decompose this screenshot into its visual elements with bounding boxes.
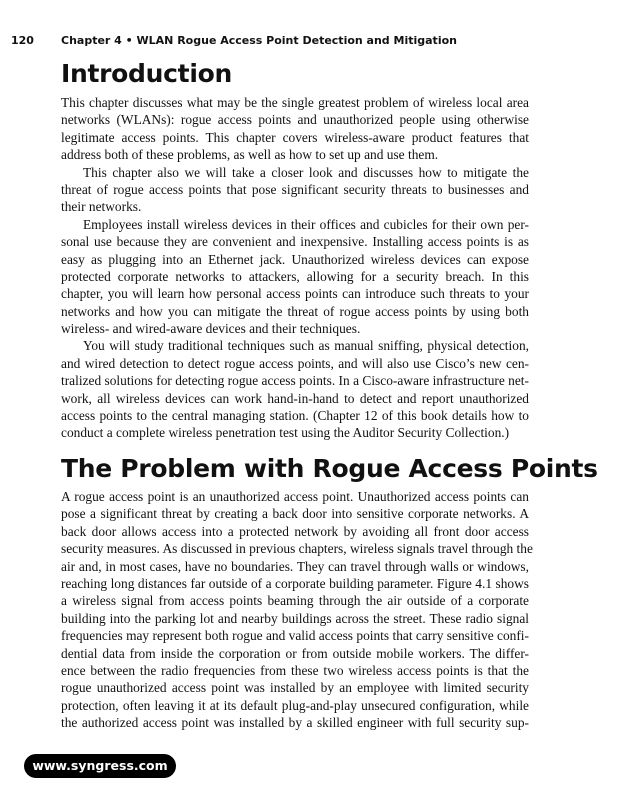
text-line: networks and how you can mitigate the threat of rogue access points by using both — [61, 303, 529, 319]
heading-problem-rogue-aps: The Problem with Rogue Access Points — [61, 454, 598, 483]
text-line: conduct a complete wireless penetration test using the Auditor Security Collection.) — [61, 425, 510, 441]
problem-body — [61, 488, 533, 731]
text-line: sonal use because they are convenient and inexpensive. Installing access points is as — [61, 234, 529, 250]
text-line: building into the parking lot and nearby buildings across the street. These radio signal — [61, 610, 529, 626]
text-line: frequencies may represent both rogue and valid access points that carry sensitive confi- — [61, 628, 529, 644]
text-line: address both of these problems, as well as how to set up and use them. — [61, 147, 439, 163]
text-line: threat of rogue access points that pose significant security threats to businesses and — [61, 181, 529, 197]
text-line: ence between the radio frequencies from these two wireless access points is that the — [61, 662, 529, 678]
text-line: chapter, you will learn how personal access points can introduce such threats to your — [61, 286, 529, 302]
text-line: This chapter discusses what may be the single greatest problem of wireless local area — [61, 95, 529, 110]
text-line: reaching long distances far outside of a corporate building parameter. Figure 4.1 shows — [61, 575, 529, 591]
introduction-body — [61, 94, 529, 442]
text-line: work, all wireless devices can work hand-in-hand to detect and report unauthorized — [61, 390, 529, 406]
page-number: 120 — [11, 34, 34, 47]
text-line: access points to the central managing station. (Chapter 12 of this book details how to — [61, 408, 529, 424]
text-line: the authorized access point was installed by a skilled engineer with full security sup- — [61, 715, 529, 731]
text-line: protection, often leaving it at its default plug-and-play unsecured configuration, while — [61, 697, 529, 713]
text-line: easy as plugging into an Ethernet jack. Unauthorized wireless devices can expose — [61, 251, 529, 267]
text-line: dential data from inside the corporation or from outside mobile workers. The differ- — [61, 645, 529, 661]
text-line: networks (WLANs): rogue access points and unauthorized people using otherwise — [61, 112, 529, 128]
text-line: tralized solutions for detecting rogue access points. In a Cisco-aware infrastructure net- — [61, 373, 529, 389]
text-line: This chapter also we will take a closer look and discusses how to mitigate the — [83, 164, 529, 180]
text-line: rogue unauthorized access point was installed by an employee with limited security — [61, 680, 529, 696]
text-line: wireless- and wired-aware devices and their techniques. — [61, 321, 361, 337]
text-line: air and, in most cases, have no boundaries. They can travel through walls or windows, — [61, 558, 529, 574]
heading-introduction: Introduction — [61, 59, 232, 88]
website-badge[interactable]: www.syngress.com — [24, 754, 176, 778]
text-line: legitimate access points. This chapter covers wireless-aware product features that — [61, 129, 529, 145]
text-line: their networks. — [61, 199, 142, 215]
text-line: back door allows access into a protected network by avoiding all front door access — [61, 523, 529, 539]
text-line: A rogue access point is an unauthorized access point. Unauthorized access points can — [61, 489, 529, 504]
text-line: a wireless signal from access points beaming through the air outside of a corporate — [61, 593, 529, 609]
text-line: and wired detection to detect rogue access points, and will also use Cisco’s new cen- — [61, 355, 529, 371]
text-line: You will study traditional techniques such as manual sniffing, physical detection, — [83, 338, 529, 354]
text-line: security measures. As discussed in previous chapters, wireless signals travel through the — [61, 541, 533, 557]
text-line: pose a significant threat by creating a back door into sensitive corporate networks. A — [61, 506, 529, 522]
text-line: Employees install wireless devices in their offices and cubicles for their own per- — [83, 216, 529, 232]
text-line: protected corporate networks to attackers, allowing for a security breach. In this — [61, 268, 529, 284]
running-title: Chapter 4 • WLAN Rogue Access Point Detection and Mitigation — [61, 34, 457, 47]
running-header — [11, 34, 457, 47]
